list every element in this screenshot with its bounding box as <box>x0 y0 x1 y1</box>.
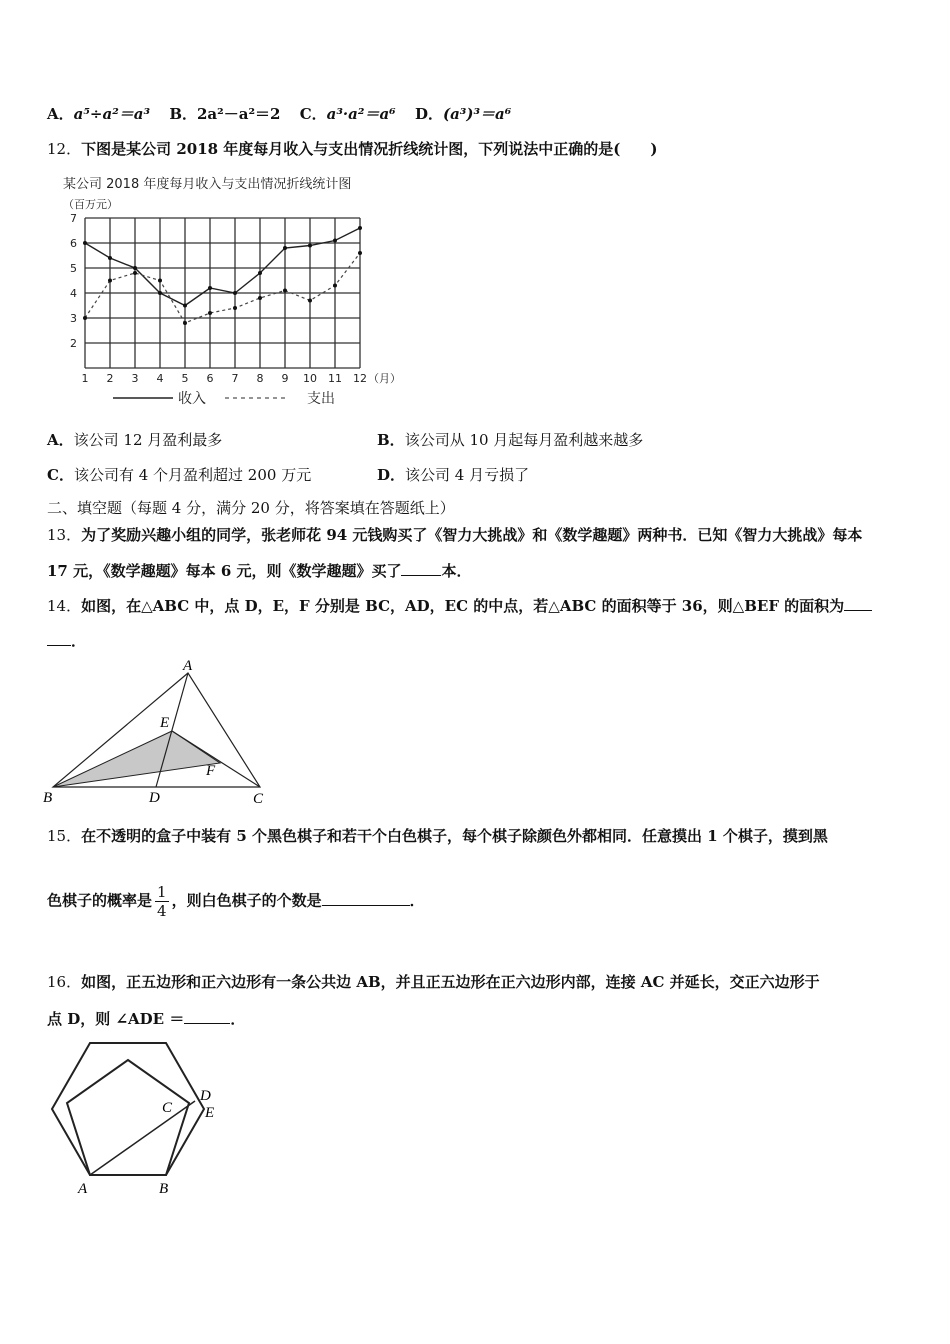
q11-option-a-expr: a⁵÷a²＝a³ <box>73 105 151 123</box>
q13-line1 <box>47 524 862 545</box>
point-d-label: D <box>149 790 160 806</box>
q16-hexagon-pentagon-figure <box>40 1035 240 1200</box>
q15-probability-fraction <box>155 883 169 920</box>
y-tick-label: 7 <box>70 212 77 225</box>
q12-option-d <box>377 464 529 485</box>
data-point-expense <box>183 321 187 325</box>
data-point-expense <box>108 279 112 283</box>
q16-line1 <box>47 971 820 992</box>
x-tick-label: 10 <box>303 372 317 385</box>
q14-tail: ． <box>71 632 87 650</box>
q12-option-a-text: 该公司 12 月盈利最多 <box>73 431 223 449</box>
q14-triangle-figure <box>40 655 280 810</box>
q11-option-b-label: B． <box>169 105 197 123</box>
q15-line1-text: 在不透明的盒子中装有 5 个黑色棋子和若干个白色棋子，每个棋子除颜色外都相同．任意摸出 1 个棋子，摸到黑 <box>81 827 828 845</box>
chart-series <box>83 226 362 325</box>
q12-option-d-label: D． <box>377 466 406 484</box>
q12-option-b <box>377 429 643 450</box>
point-f-label: F <box>206 763 216 779</box>
q12-option-c-text: 该公司有 4 个月盈利超过 200 万元 <box>73 466 312 484</box>
data-point-expense <box>258 296 262 300</box>
x-axis-unit-label: （月） <box>368 372 401 385</box>
x-tick-label: 1 <box>81 372 89 385</box>
q12-option-b-text: 该公司从 10 月起每月盈利越来越多 <box>404 431 644 449</box>
shaded-triangle-bef <box>53 731 220 787</box>
legend-income-label: 收入 <box>178 391 206 407</box>
q15-line1 <box>47 825 828 846</box>
data-point-expense <box>233 306 237 310</box>
q16-line1-text: 如图，正五边形和正六边形有一条公共边 AB，并且正五边形在正六边形内部，连接 AC 并延长，交正六边形于 <box>81 973 820 991</box>
q15-answer-blank[interactable] <box>322 891 410 906</box>
data-point-income <box>133 266 137 270</box>
data-point-expense <box>358 251 362 255</box>
data-point-expense <box>208 311 212 315</box>
data-point-income <box>108 256 112 260</box>
data-point-income <box>158 291 162 295</box>
q15-line2-post: ，则白色棋子的个数是 <box>171 891 322 910</box>
q13-answer-blank[interactable] <box>401 561 441 576</box>
point-c-label: C <box>162 1100 173 1116</box>
q12-option-c-label: C． <box>47 466 74 484</box>
q13-line2-post: 本． <box>441 562 472 580</box>
series-line-income <box>85 228 360 306</box>
data-point-income <box>183 304 187 308</box>
q16-line2 <box>47 1008 245 1029</box>
q12-option-a <box>47 429 222 450</box>
point-a-label: A <box>183 658 193 674</box>
y-tick-label: 2 <box>70 337 77 350</box>
segment-ad <box>90 1101 195 1175</box>
q11-option-d-expr: (a³)³＝a⁶ <box>442 105 512 123</box>
y-tick-label: 3 <box>70 312 77 325</box>
q14-stem-text: 如图，在△ABC 中，点 D，E，F 分别是 BC，AD，EC 的中点，若△ABC 的面积等于 36，则△BEF 的面积为 <box>81 597 845 615</box>
q12-option-b-label: B． <box>377 431 405 449</box>
legend-expense-label: 支出 <box>307 391 335 407</box>
data-point-income <box>233 291 237 295</box>
x-tick-label: 2 <box>106 372 114 385</box>
q12-option-a-label: A． <box>47 431 74 449</box>
point-d-label: D <box>200 1088 211 1104</box>
x-tick-label: 9 <box>281 372 289 385</box>
point-b-label: B <box>43 790 53 806</box>
q14-answer-blank-part1[interactable] <box>844 596 872 611</box>
q15-number: 15． <box>47 827 82 845</box>
q15-line2-pre: 色棋子的概率是 <box>47 891 153 910</box>
x-tick-label: 5 <box>181 372 189 385</box>
q11-option-c-expr: a³·a²＝a⁶ <box>326 105 396 123</box>
y-tick-label: 6 <box>70 237 77 250</box>
x-tick-label: 8 <box>256 372 264 385</box>
q14-number: 14． <box>47 597 82 615</box>
q16-line2-pre: 点 D，则 ∠ADE ＝ <box>47 1010 185 1028</box>
data-point-expense <box>333 284 337 288</box>
data-point-income <box>283 246 287 250</box>
q12-stem <box>47 138 657 159</box>
x-tick-label: 12 <box>353 372 367 385</box>
y-tick-label: 4 <box>70 287 77 300</box>
data-point-income <box>258 271 262 275</box>
x-tick-label: 7 <box>231 372 239 385</box>
q11-option-b-expr: 2a²－a²＝2 <box>197 105 281 123</box>
q12-option-d-text: 该公司 4 月亏损了 <box>405 466 530 484</box>
q12-number: 12． <box>47 140 82 158</box>
regular-hexagon <box>52 1043 204 1175</box>
q11-options <box>47 103 511 124</box>
series-line-expense <box>85 253 360 323</box>
q13-line1-text: 为了奖励兴趣小组的同学，张老师花 94 元钱购买了《智力大挑战》和《数学趣题》两种书．已知《智力大挑战》每本 <box>81 526 863 544</box>
point-c-label: C <box>253 791 264 807</box>
fraction-numerator: 1 <box>157 883 167 901</box>
data-point-expense <box>283 289 287 293</box>
x-tick-label: 3 <box>131 372 139 385</box>
section2-heading: 二、填空题（每题 4 分，满分 20 分，将答案填在答题纸上） <box>47 499 455 517</box>
point-b-label: B <box>159 1181 169 1197</box>
income-expense-line-chart <box>55 170 425 410</box>
q13-line2-pre: 17 元，《数学趣题》每本 6 元，则《数学趣题》买了 <box>47 562 402 580</box>
data-point-income <box>358 226 362 230</box>
x-tick-label: 4 <box>156 372 164 385</box>
q16-number: 16． <box>47 973 82 991</box>
q15-tail: ． <box>409 891 425 910</box>
point-a-label: A <box>78 1181 88 1197</box>
q11-option-d-label: D． <box>414 105 443 123</box>
q13-line2 <box>47 560 472 581</box>
data-point-income <box>308 244 312 248</box>
x-tick-label: 11 <box>328 372 342 385</box>
q16-tail: ． <box>230 1010 246 1028</box>
q12-option-c <box>47 464 311 485</box>
data-point-income <box>208 286 212 290</box>
q14-stem-cont <box>47 630 86 651</box>
data-point-expense <box>158 279 162 283</box>
data-point-expense <box>83 316 87 320</box>
data-point-expense <box>308 299 312 303</box>
y-tick-label: 5 <box>70 262 77 275</box>
q14-answer-blank-part2[interactable] <box>47 631 71 646</box>
chart-legend <box>113 390 335 407</box>
q13-number: 13． <box>47 526 82 544</box>
chart-title: 某公司 2018 年度每月收入与支出情况折线统计图 <box>63 177 352 192</box>
point-e-label: E <box>205 1105 215 1121</box>
data-point-income <box>333 239 337 243</box>
q12-stem-text: 下图是某公司 2018 年度每月收入与支出情况折线统计图，下列说法中正确的是( ) <box>81 140 658 158</box>
data-point-income <box>83 241 87 245</box>
q16-answer-blank[interactable] <box>184 1009 230 1024</box>
q11-option-a-label: A． <box>47 105 74 123</box>
q11-option-c-label: C． <box>299 105 327 123</box>
data-point-expense <box>133 271 137 275</box>
q15-line2 <box>47 883 425 920</box>
chart-ylabel: （百万元） <box>63 198 118 211</box>
point-e-label: E <box>160 715 170 731</box>
q14-stem <box>47 595 872 616</box>
chart-grid <box>85 218 360 368</box>
x-tick-label: 6 <box>206 372 214 385</box>
fraction-denominator: 4 <box>157 902 167 920</box>
